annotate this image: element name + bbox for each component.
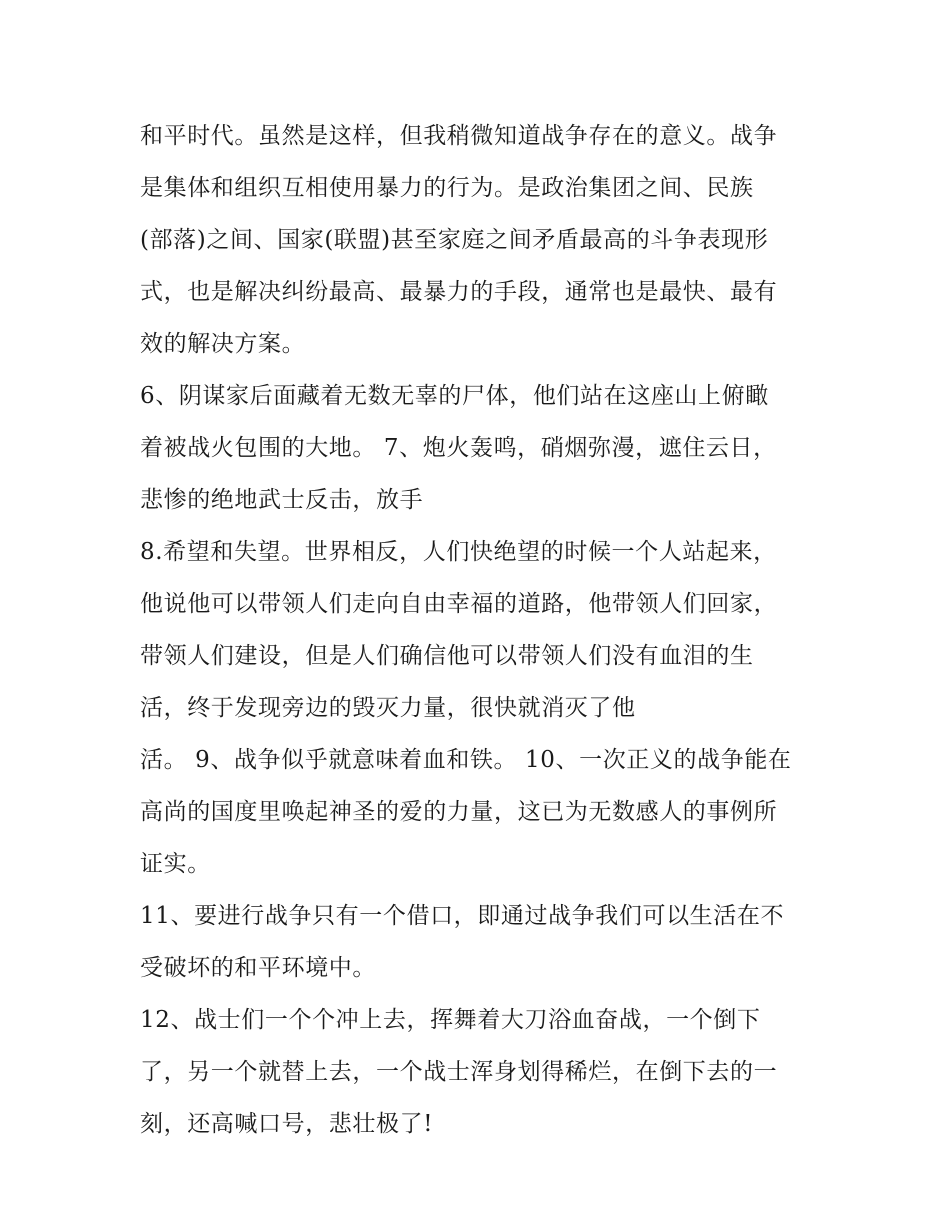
text-line: 活，终于发现旁边的毁灭力量，很快就消灭了他 bbox=[140, 695, 636, 721]
body-text bbox=[140, 110, 820, 1150]
text-line: 了，另一个就替上去，一个战士浑身划得稀烂，在倒下去的一 bbox=[140, 1059, 778, 1085]
text-line: 证实。 bbox=[140, 851, 211, 877]
text-line: 活。 9、战争似乎就意味着血和铁。 10、一次正义的战争能在 bbox=[140, 747, 792, 773]
text-line: 是集体和组织互相使用暴力的行为。是政治集团之间、民族 bbox=[140, 175, 754, 201]
text-line: 悲惨的绝地武士反击，放手 bbox=[140, 487, 424, 513]
text-line: 8.希望和失望。世界相反，人们快绝望的时候一个人站起来， bbox=[140, 539, 777, 565]
text-line: 式，也是解决纠纷最高、最暴力的手段，通常也是最快、最有 bbox=[140, 279, 778, 305]
text-line: 受破坏的和平环境中。 bbox=[140, 955, 376, 981]
text-line: 和平时代。虽然是这样，但我稍微知道战争存在的意义。战争 bbox=[140, 123, 778, 149]
text-line: 6、阴谋家后面藏着无数无辜的尸体，他们站在这座山上俯瞰 bbox=[140, 383, 769, 409]
text-line: 带领人们建设，但是人们确信他可以带领人们没有血泪的生 bbox=[140, 643, 754, 669]
text-line: 高尚的国度里唤起神圣的爱的力量，这已为无数感人的事例所 bbox=[140, 799, 778, 825]
text-line: 12、战士们一个个冲上去，挥舞着大刀浴血奋战，一个倒下 bbox=[140, 1007, 761, 1033]
text-line: (部落)之间、国家(联盟)甚至家庭之间矛盾最高的斗争表现形 bbox=[140, 227, 769, 253]
text-line: 着被战火包围的大地。 7、炮火轰鸣，硝烟弥漫，遮住云日， bbox=[140, 435, 777, 461]
text-line: 11、要进行战争只有一个借口，即通过战争我们可以生活在不 bbox=[140, 903, 785, 929]
text-line: 刻，还高喊口号，悲壮极了! bbox=[140, 1111, 434, 1137]
text-line: 效的解决方案。 bbox=[140, 331, 306, 357]
text-line: 他说他可以带领人们走向自由幸福的道路，他带领人们回家， bbox=[140, 591, 778, 617]
